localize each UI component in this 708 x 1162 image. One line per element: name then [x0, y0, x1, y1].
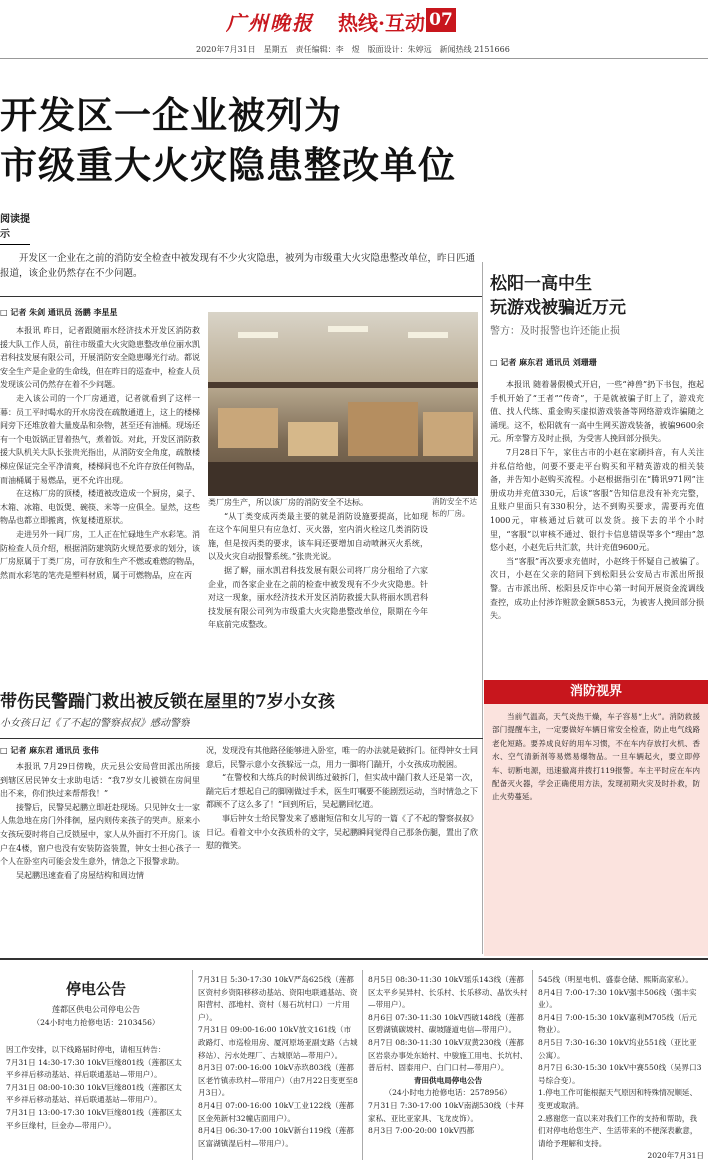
paragraph: 类厂房生产，所以该厂房的消防安全不达标。: [208, 498, 368, 507]
paragraph: “在警校和大练兵的时候训练过破拆门，但实战中踹门救人还是第一次，踹完后才想起自己的脚刚做过手术，医生叮嘱要不能剧烈运动，当时情急之下都顾不了这么多了！”回到所后，吴起鹏回忆道。: [206, 773, 478, 810]
paragraph: 接警后，民警吴起鹏立即赶赴现场。只见钟女士一家人焦急地在房门外徘徊，屋内则传来孩子的哭声。原来小女孩玩耍时将自己反锁屋中，家人从外面打不开房门。该户在4楼，窗户也没有安装防盗装置，钟女士担心孩子一个人在卧室内可能会发生意外，情急之下报警求助。: [0, 802, 200, 867]
paragraph: 本报讯 随着暑假模式开启，一些“神兽”扔下书包，抱起手机开始了“王者”“传奇”，于是就被骗子盯上了，游戏充值、找人代练、重金购买虚拟游戏装备等网络游戏诈骗随之涌现。这不，松阳就有一高中生网买游戏装备，被骗9600余元。所幸警方及时止损，为受害人挽回部分损失。: [490, 380, 704, 444]
newspaper-logo: 广州晚报: [226, 11, 314, 35]
main-article-col2: [208, 496, 428, 686]
outage-item: 8月7日 6:30-15:30 10kV中赛550线（吴界口3号综合变）。: [538, 1063, 702, 1085]
outage-item: 8月4日 06:30-17:00 10kV新台119线（莲都区富湖镇湿后村—带用户）。: [198, 1126, 354, 1148]
side-article: [490, 356, 704, 680]
outage-item: 7月31日 08:00-10:30 10kV巨缘801线（莲都区太平乡祥后移动基站、祥后联通基站—带用户）。: [6, 1082, 182, 1105]
outage-date: 2020年7月31日: [647, 1151, 704, 1161]
outage-notice: [0, 958, 708, 1162]
outage-col2: [198, 974, 358, 1162]
lead-label: 阅读提示: [0, 212, 30, 245]
outage-item: 7月31日 7:30-17:00 10kV南湖530线（卡拜家私、亚比亚家具、飞龙皮饰）。: [368, 1100, 524, 1123]
outage-item: 8月4日 07:00-16:00 10kV工业122线（莲都区金苑新村32幢店面用户）。: [198, 1100, 354, 1123]
side-subtitle: 警方：及时报警也许还能止损: [490, 326, 620, 337]
outage-col4: [538, 974, 704, 1162]
story2-headline: 带伤民警踹门救出被反锁在屋里的7岁小女孩: [0, 692, 335, 712]
outage-item: 7月31日 5:30-17:30 10kV严岛625线（莲都区资村乡资阳移移动基站、资阳电联通基站、资阳营村、邵地村、资村（易石坑村口）一片用户）。: [198, 975, 358, 1022]
story2-col1: [0, 744, 200, 956]
main-byline: □ 记者 朱剑 通讯员 汤鹏 李星星: [0, 307, 118, 317]
divider: [192, 970, 193, 1160]
main-headline: [0, 90, 456, 190]
masthead: [0, 0, 708, 38]
outage-sub2: （24小时电力抢修电话：2103456）: [32, 1017, 160, 1027]
paragraph: 走入该公司的一个厂房通道，记者就看到了这样一幕：员工平时喝水的开水房没在疏散通道上，这上的楼梯间旁下还堆放着大量废品和杂物，甚至还有油桶。现场还有一个电饭锅正冒着热气，煮着饭。对此，开发区消防救援大队机关大队长张贵光指出，从消防安全角度，疏散楼梯应保证完全平净清爽，楼梯间也不允许存放任何物品，而油桶属于易燃品，更不允许出现。: [0, 393, 200, 485]
lead-box: [0, 212, 483, 290]
paragraph: 本报讯 昨日，记者跟随丽水经济技术开发区消防救援大队工作人员，前往市级重大火灾隐患整改单位丽水凯君科技发展有限公司，开展消防安全隐患曝光行动。都说安全生产是企业的生命线，但在昨日的巡查中，检查人员发现该公司仍然存在着不少问题。: [0, 326, 200, 390]
fire-heading: 消防视界: [484, 680, 708, 704]
outage-sub3: 青田供电局停电公告: [413, 1075, 483, 1085]
outage-item: 8月7日 08:30-11:30 10kV双黄230线（莲都区岩泉办事处东始村、中骏施工用电、长坑村、普后村、固泰用户、白门口村—带用户）。: [368, 1037, 528, 1073]
paragraph: “从丁类变成丙类最主要的就是消防设施要提高，比如现在这个车间里只有应急灯、灭火器，室内消火栓这几类消防设施，但是按丙类的要求，该车间还要增加自动喷淋灭火系统，以及火灾自动报警系统。”张贵光说。: [208, 511, 428, 562]
fire-text: 当前气温高，天气炎热干燥，车子容易“上火”。消防救援部门提醒车主，一定要做好车辆日常安全检查，防止电气线路老化短路。要养成良好的用车习惯，不在车内存放打火机、香水、空气清新剂等易燃易爆物品。一旦车辆起火，要立即停车、切断电源，迅速撤离并拨打119报警。车主平时应在车内配备灭火器，学会正确使用方法，发现初期火灾及时扑救，防止火势蔓延。: [492, 712, 700, 802]
outage-col1: [6, 1044, 186, 1162]
outage-note: 1.停电工作可能根据天气原因和特殊情况顺延、变更或取消。: [538, 1088, 698, 1110]
paragraph: 当“客服”再次要求充值时，小赵终于怀疑自己被骗了。次日，小赵在父亲的陪同下到松阳县公安局古市派出所报警。古市派出所、松阳县反诈中心第一时间开展资金流调线查控，成功止付涉诈赃款金额5853元，为被害人挽回部分损失。: [490, 556, 704, 621]
outage-item: 7月31日 13:00-17:30 10kV巨缘801线（莲都区太平乡巨缘村，巨金办—带用户）。: [6, 1107, 182, 1130]
divider: [0, 738, 483, 739]
outage-item: 8月4日 7:00-15:30 10kV嘉利M705线（后元物业）。: [538, 1012, 697, 1035]
paragraph: 在这栋厂房的顶楼，楼道被改造成一个厨房，桌子、木箱、冰箱、电饭煲、碗筷、米等一应俱全。显然，这些物品也都立即搬离，恢复楼道原状。: [0, 489, 200, 526]
paragraph: 事后钟女士给民警发来了感谢短信和女儿写的一篇《了不起的警察叔叔》日记。看着文中小女孩质朴的文字，吴起鹏瞬间觉得自己那条伤腿，置出了欣慰的微笑。: [206, 813, 478, 851]
divider: [0, 58, 708, 59]
divider: [532, 970, 533, 1160]
side-title-line2: 玩游戏被骗近万元: [490, 298, 626, 318]
lead-text: 开发区一企业在之前的消防安全检查中被发现有不少火灾隐患，被列为市级重大火灾隐患整改单位，昨日匹通报道，该企业仍然存在不少问题。: [0, 253, 476, 279]
fire-safety-box: [484, 680, 708, 956]
side-title-line1: 松阳一高中生: [490, 274, 592, 294]
main-article-col1: [0, 306, 200, 684]
dateline: 2020年7月31日 星期五 责任编辑：李 煜 版面设计：朱婷远 新闻热线 2151666: [196, 45, 510, 54]
outage-header: [6, 978, 186, 1029]
page-number: 07: [426, 8, 456, 32]
divider: [482, 262, 483, 954]
paragraph: 据了解，丽水凯君科技发展有限公司将厂房分租给了六家企业，而各家企业在之前的检查中被发现有不少火灾隐患。针对这一现象，丽水经济技术开发区消防救援大队将丽水凯君科技发展有限公司列为市级重大火灾隐患整改单位，限期在今年年底前完成整改。: [208, 565, 428, 630]
outage-intro: 因工作安排，以下线路届时停电，请相互转告：: [6, 1045, 166, 1054]
paragraph: 7月28日下午，家住古市的小赵在家刷抖音，有人关注并私信给他，问要不要走平台购买和平精英游戏的相关装备，并告知小赵购买流程。小赵根据指引在“腾讯971网”注册成功并充值330元，后该“客服”告知信息没有补充完整，且账户里面只有330积分，达不到购买要求，需要再充值1000元，审核通过后就可以发货。接下去的半个小时里，“客服”以审核不通过、银行卡信息错误等多个“理由”忽悠小赵，小赵先后共汇款，共计充值9600元。: [490, 447, 704, 553]
outage-item: 7月31日 14:30-17:30 10kV巨缘801线（莲都区太平乡祥后移动基站、祥后联通基站—带用户）。: [6, 1057, 182, 1080]
outage-sub4: （24小时电力抢修电话：2578956）: [384, 1088, 512, 1098]
outage-sub1: 莲都区供电公司停电公告: [52, 1005, 140, 1014]
outage-item: 8月3日 07:00-16:00 10kV赤玖803线（莲都区老竹镇赤玖村—带用户）（由7月22日变更至8月3日）。: [198, 1063, 358, 1098]
outage-item: 8月5日 7:30-16:30 10kV坞业551线（亚比亚公寓）。: [538, 1037, 697, 1060]
outage-item: 8月6日 07:30-11:30 10kV西破148线（莲都区碧湖镇碳坡村、碳坡隧道电信—带用户）。: [368, 1012, 524, 1035]
story2-subtitle: 小女孩日记《了不起的警察叔叔》感动警察: [0, 718, 190, 729]
section-title: 热线·互动: [338, 11, 425, 35]
outage-item: 8月4日 7:00-17:30 10kV强丰506线（强丰实业）。: [538, 987, 697, 1010]
outage-heading: 停电公告: [65, 980, 126, 998]
main-headline-line1: 开发区一企业被列为: [0, 93, 342, 137]
outage-item: 8月3日 7:00-20:00 10kV西都: [368, 1126, 475, 1136]
story2-col2: [206, 744, 478, 956]
outage-note: 2.感谢您一直以来对我们工作的支持和帮助，我们对停电给您生产、生活带来的不便深表歉意，请给予理解和支持。: [538, 1113, 698, 1148]
photo-caption: 消防安全不达标的厂房。: [432, 497, 477, 518]
factory-photo: [208, 312, 478, 496]
outage-item: 7月31日 09:00-16:00 10kV放文161线（市政路灯、市巡检用房、厦河原场亚副支路（古城移站）、污水处理厂、古城原站—带用户）。: [198, 1025, 358, 1060]
outage-col3: [368, 974, 528, 1162]
paragraph: 走进另外一间厂房，工人正在忙碌地生产水彩笔。消防检查人员介绍，根据消防建筑防火规范要求的划分，该厂房原属于丁类厂房，可存放和生产不燃或难燃的物品，然而水彩笔的笔壳是塑料材质，属于可燃物品，应在丙: [0, 529, 200, 580]
outage-item: 545线（明星电机、盛泰仓储、熙斯高家私）。: [538, 975, 693, 984]
divider: [0, 296, 483, 297]
paragraph: 吴起鹏迅速查看了房屋结构和周边情: [16, 870, 144, 880]
story2-byline: □ 记者 麻东君 通讯员 张伟: [0, 745, 99, 755]
paragraph: 况，发现没有其他路径能够进入卧室，唯一的办法就是破拆门。征得钟女士同意后，民警示意小女孩躲远一点，用力一脚将门踹开，小女孩成功脱困。: [206, 746, 478, 769]
outage-item: 8月5日 08:30-11:30 10kV瑶乐143线（莲都区太平乡吴异村、长乐村、长乐移动、晶饮头村—带用户）。: [368, 975, 528, 1010]
side-headline: [490, 272, 708, 352]
main-headline-line2: 市级重大火灾隐患整改单位: [0, 143, 456, 187]
paragraph: 本报讯 7月29日傍晚，庆元县公安局营田派出所接到辖区居民钟女士求助电话：“我7岁女儿被锁在房间里出不来，你们快过来帮帮我！”: [0, 762, 200, 799]
side-byline: □ 记者 麻东君 通讯员 刘珊珊: [490, 357, 597, 367]
divider: [362, 970, 363, 1160]
